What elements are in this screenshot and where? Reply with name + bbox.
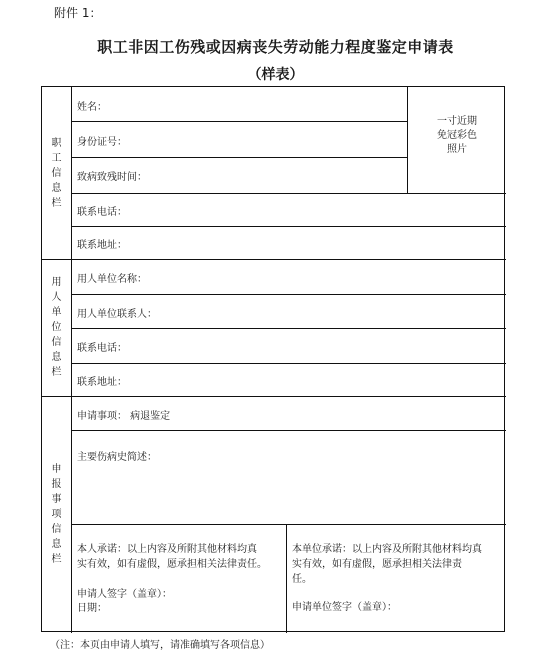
personal-pledge: 本人承诺：以上内容及所附其他材料均真 实有效，如有虚假，愿承担相关法律责任。 (77, 544, 267, 570)
form-subtitle: （样表） (247, 67, 304, 83)
unit-signature-field[interactable]: 申请单位签字（盖章）： (292, 602, 397, 613)
applicant-signature-field[interactable]: 申请人签字（盖章）： (77, 589, 172, 600)
employer-name-field[interactable]: 用人单位名称： (77, 274, 147, 285)
footer-note: （注：本页由申请人填写，请准确填写各项信息） (50, 640, 270, 651)
employer-address-field[interactable]: 联系地址： (77, 377, 127, 388)
row-divider (71, 157, 407, 158)
application-form-table (41, 86, 505, 632)
section-label-application: 申 报 事 项 信 息 栏 (51, 464, 62, 565)
illness-history-field[interactable]: 主要伤病史简述： (77, 452, 157, 463)
row-divider (71, 363, 506, 364)
worker-id-field[interactable]: 身份证号： (77, 137, 127, 148)
row-divider (71, 430, 506, 431)
section-label-employer: 用 人 单 位 信 息 栏 (51, 277, 62, 378)
employer-contact-field[interactable]: 用人单位联系人： (77, 309, 157, 320)
application-item-field[interactable]: 申请事项： 病退鉴定 (77, 411, 171, 422)
section-divider (42, 396, 506, 397)
row-divider (71, 328, 506, 329)
worker-address-field[interactable]: 联系地址： (77, 240, 127, 251)
row-divider (71, 294, 506, 295)
worker-injury-time-field[interactable]: 致病致残时间： (77, 172, 147, 183)
worker-name-field[interactable]: 姓名： (77, 102, 107, 113)
section-divider (42, 259, 506, 260)
row-divider (71, 226, 506, 227)
date-field[interactable]: 日期： (77, 603, 107, 614)
row-divider (71, 193, 506, 194)
pledge-column-divider (286, 524, 287, 633)
worker-phone-field[interactable]: 联系电话： (77, 207, 127, 218)
unit-pledge: 本单位承诺：以上内容及所附其他材料均真 实有效，如有虚假，愿承担相关法律责 任。 (292, 544, 482, 585)
row-divider (71, 121, 407, 122)
attachment-label: 附件 1： (54, 6, 102, 20)
row-divider (71, 524, 506, 525)
section-label-worker: 职 工 信 息 栏 (51, 137, 62, 209)
form-title: 职工非因工伤残或因病丧失劳动能力程度鉴定申请表 (97, 38, 454, 56)
section-column-divider (71, 87, 72, 633)
photo-placeholder: 一寸近期 免冠彩色 照片 (437, 116, 477, 155)
employer-phone-field[interactable]: 联系电话： (77, 343, 127, 354)
